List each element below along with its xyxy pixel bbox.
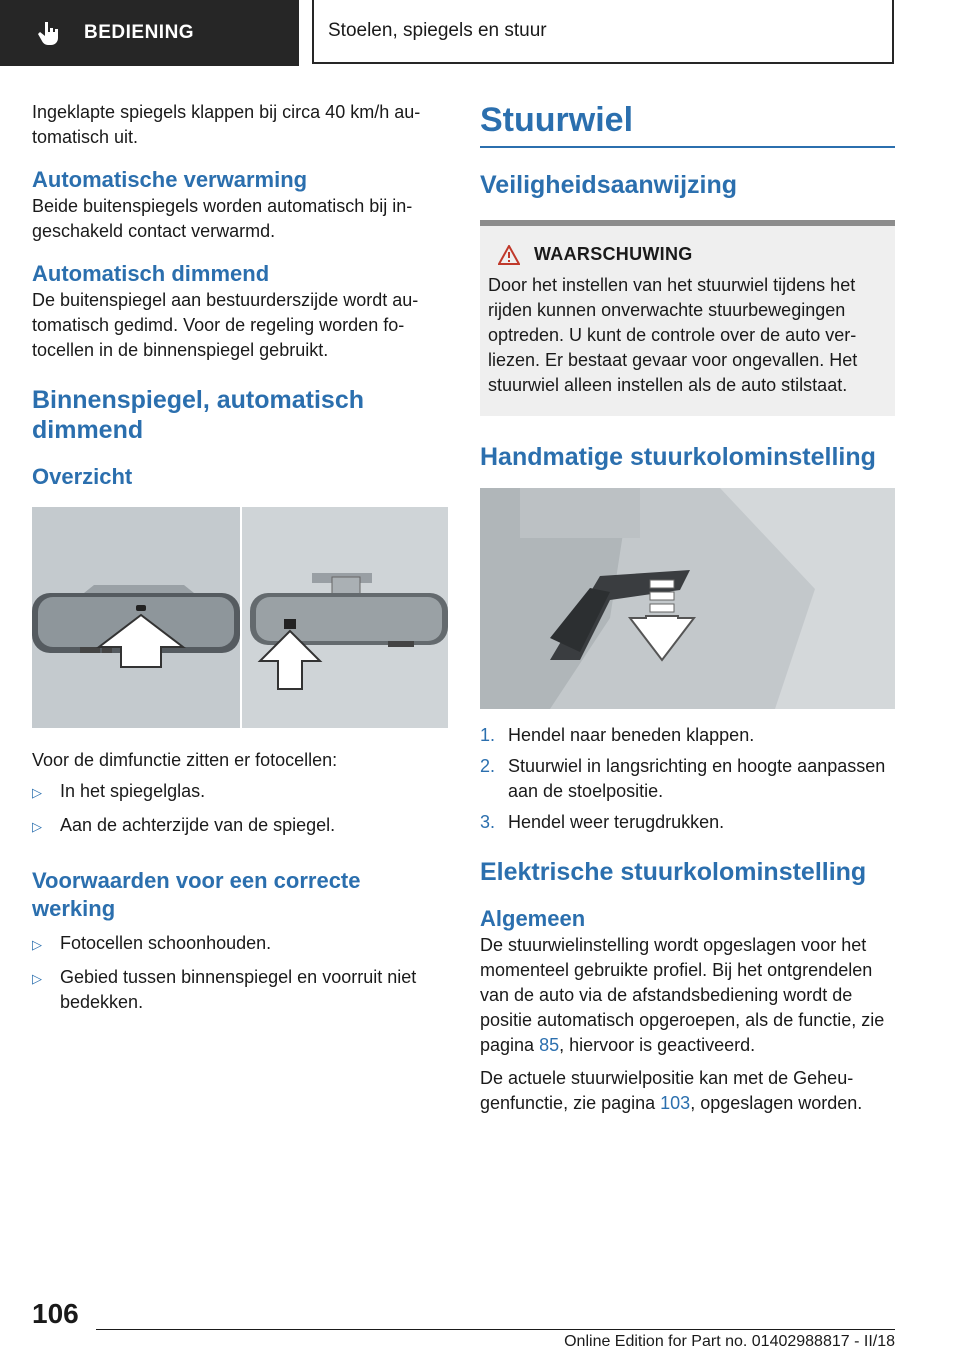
conditions-list [32, 931, 448, 1015]
edition-note: Online Edition for Part no. 01402988817 - II/18 [564, 1333, 895, 1350]
list-item: ▷ Fotocellen schoonhouden. [32, 931, 448, 957]
steps-list [480, 723, 895, 835]
page-number: 106 [32, 1298, 79, 1329]
mirror-figure [32, 507, 448, 728]
general-text-1: De stuurwielinstelling wordt opgeslagen voor het momenteel gebruikte profiel. Bij het ontgrendelen van de auto via de afstandsbediening wordt de positie automatisch opgeroepen, als de functie, zie pagina 85, hiervoor is geactiveerd. [480, 935, 885, 1055]
heading-rule [480, 146, 895, 148]
warning-text: Door het instellen van het stuurwiel tijdens het rijden kunnen onverwachte stuurbewegingen optreden. U kunt de controle over de auto verliezen. Er bestaat gevaar voor ongevallen. Het stuurwiel alleen instellen als de auto stilstaat. [488, 275, 858, 395]
page-link-103[interactable]: 103 [660, 1093, 691, 1113]
list-item: ▷ Aan de achterzijde van de spiegel. [32, 813, 448, 839]
heading-heating: Automatische verwarming [32, 167, 308, 192]
warning-title: WAARSCHUWING [488, 244, 887, 265]
general-text-2: De actuele stuurwielpositie kan met de Geheugenfunctie, zie pagina 103, opgeslagen worden. [480, 1068, 863, 1113]
steering-column-illustration [480, 488, 895, 709]
triangle-bullet-icon: ▷ [32, 819, 42, 834]
heading-steering-wheel: Stuurwiel [480, 101, 634, 139]
intro-text: Ingeklapte spiegels klappen bij circa 40 km/h automatisch uit. [32, 102, 421, 147]
heading-electric-column: Elektrische stuurkolominstelling [480, 858, 867, 886]
right-column [480, 100, 895, 1116]
triangle-bullet-icon: ▷ [32, 785, 42, 800]
warning-triangle-icon [498, 245, 520, 265]
dimming-text: De buitenspiegel aan bestuurderszijde wordt automatisch gedimd. Voor de regeling worden fotocellen in de binnenspiegel gebruikt. [32, 290, 419, 360]
list-item: 1. Hendel naar beneden klappen. [480, 725, 755, 745]
heading-safety: Veiligheidsaanwijzing [480, 171, 738, 199]
warning-box [480, 220, 895, 416]
list-item: ▷ Gebied tussen binnenspiegel en voorruit niet bedekken. [32, 965, 448, 1015]
list-item: ▷ In het spiegelglas. [32, 779, 448, 805]
page-header [0, 0, 960, 66]
hand-pointer-icon [36, 19, 64, 47]
steering-column-figure [480, 488, 895, 709]
heading-manual-column: Handmatige stuurkolominstelling [480, 443, 876, 471]
section-tab[interactable] [0, 0, 299, 66]
heading-conditions: Voorwaarden voor een correcte werking [32, 868, 361, 921]
heading-general: Algemeen [480, 906, 586, 931]
triangle-bullet-icon: ▷ [32, 937, 42, 952]
heading-overview: Overzicht [32, 464, 133, 489]
heating-text: Beide buitenspiegels worden automatisch bij ingeschakeld contact verwarmd. [32, 196, 413, 241]
left-column [32, 100, 448, 1015]
list-item: 3. Hendel weer terugdrukken. [480, 812, 725, 832]
photocells-intro: Voor de dimfunctie zitten er fotocellen: [32, 750, 338, 770]
list-item: 2. Stuurwiel in langsrichting en hoogte aanpassen aan de stoelpositie. [480, 756, 886, 801]
heading-dimming: Automatisch dimmend [32, 261, 270, 286]
chapter-title: Stoelen, spiegels en stuur [312, 0, 894, 64]
footer-rule [96, 1329, 895, 1330]
page-link-85[interactable]: 85 [539, 1035, 560, 1055]
photocells-list [32, 779, 448, 839]
triangle-bullet-icon: ▷ [32, 971, 42, 986]
heading-inner-mirror: Binnenspiegel, automatisch dimmend [32, 386, 365, 444]
mirror-illustration [32, 507, 448, 728]
section-label: BEDIENING [84, 22, 195, 43]
